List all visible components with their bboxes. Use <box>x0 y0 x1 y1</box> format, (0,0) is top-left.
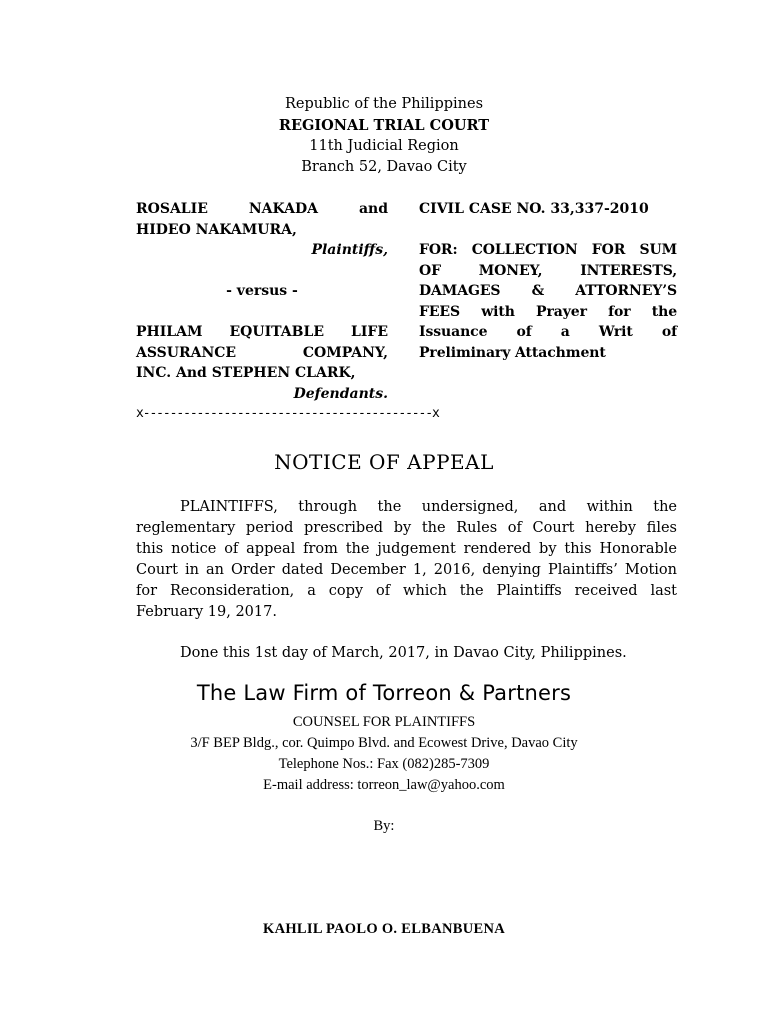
body-line: this notice of appeal from the judgement rendered by this Honorable <box>136 541 677 557</box>
defendants-role: Defendants. <box>293 385 388 402</box>
case-nature <box>419 240 677 363</box>
republic-line: Republic of the Philippines <box>284 96 484 112</box>
case-details <box>419 199 677 363</box>
case-nature-line: OF MONEY, INTERESTS, <box>419 262 677 279</box>
body-line: reglementary period prescribed by the Rules of Court hereby files <box>136 520 677 536</box>
body-line: February 19, 2017. <box>136 604 277 620</box>
counsel-role: COUNSEL FOR PLAINTIFFS <box>292 714 476 730</box>
signer-name: KAHLIL PAOLO O. ELBANBUENA <box>263 921 505 937</box>
plaintiffs-role: Plaintiffs, <box>311 242 388 258</box>
body-line: Court in an Order dated December 1, 2016, denying Plaintiffs’ Motion <box>136 562 677 578</box>
law-firm-name: The Law Firm of Torreon & Partners <box>196 681 572 705</box>
case-nature-line: FEES with Prayer for the <box>419 303 677 320</box>
case-nature-line: Issuance of a Writ of <box>419 324 677 340</box>
case-caption-parties <box>136 199 388 404</box>
body-line: PLAINTIFFS, through the undersigned, and within the <box>180 499 677 515</box>
document-title: NOTICE OF APPEAL <box>274 450 494 474</box>
court-name: REGIONAL TRIAL COURT <box>278 117 490 134</box>
plaintiffs-name-line2: HIDEO NAKAMURA, <box>136 221 297 238</box>
case-nature-line: DAMAGES & ATTORNEY’S <box>419 283 677 299</box>
defendants-name-line3: INC. And STEPHEN CLARK, <box>136 365 356 381</box>
firm-email: E-mail address: torreon_law@yahoo.com <box>263 777 505 793</box>
defendants-name-line2: ASSURANCE COMPANY, <box>136 344 388 361</box>
body-line: for Reconsideration, a copy of which the Plaintiffs received last <box>136 583 677 599</box>
body-paragraph <box>136 497 677 623</box>
plaintiffs-name-line1: ROSALIE NAKADA and <box>136 201 388 217</box>
case-nature-line: Preliminary Attachment <box>419 344 606 361</box>
court-header <box>0 94 768 178</box>
case-number: CIVIL CASE NO. 33,337-2010 <box>419 201 649 217</box>
firm-telephone: Telephone Nos.: Fax (082)285-7309 <box>278 756 490 772</box>
defendants-name-line1: PHILAM EQUITABLE LIFE <box>136 324 388 340</box>
judicial-region: 11th Judicial Region <box>309 138 459 154</box>
versus-label: - versus - <box>226 283 298 299</box>
done-line: Done this 1st day of March, 2017, in Davao City, Philippines. <box>180 645 627 661</box>
caption-separator: x-------------------------------------------x <box>136 406 439 421</box>
counsel-block <box>0 712 768 796</box>
firm-address: 3/F BEP Bldg., cor. Quimpo Blvd. and Ecowest Drive, Davao City <box>190 735 578 751</box>
case-nature-line: FOR: COLLECTION FOR SUM <box>419 242 677 258</box>
branch-line: Branch 52, Davao City <box>301 159 467 175</box>
by-label: By: <box>373 818 395 834</box>
